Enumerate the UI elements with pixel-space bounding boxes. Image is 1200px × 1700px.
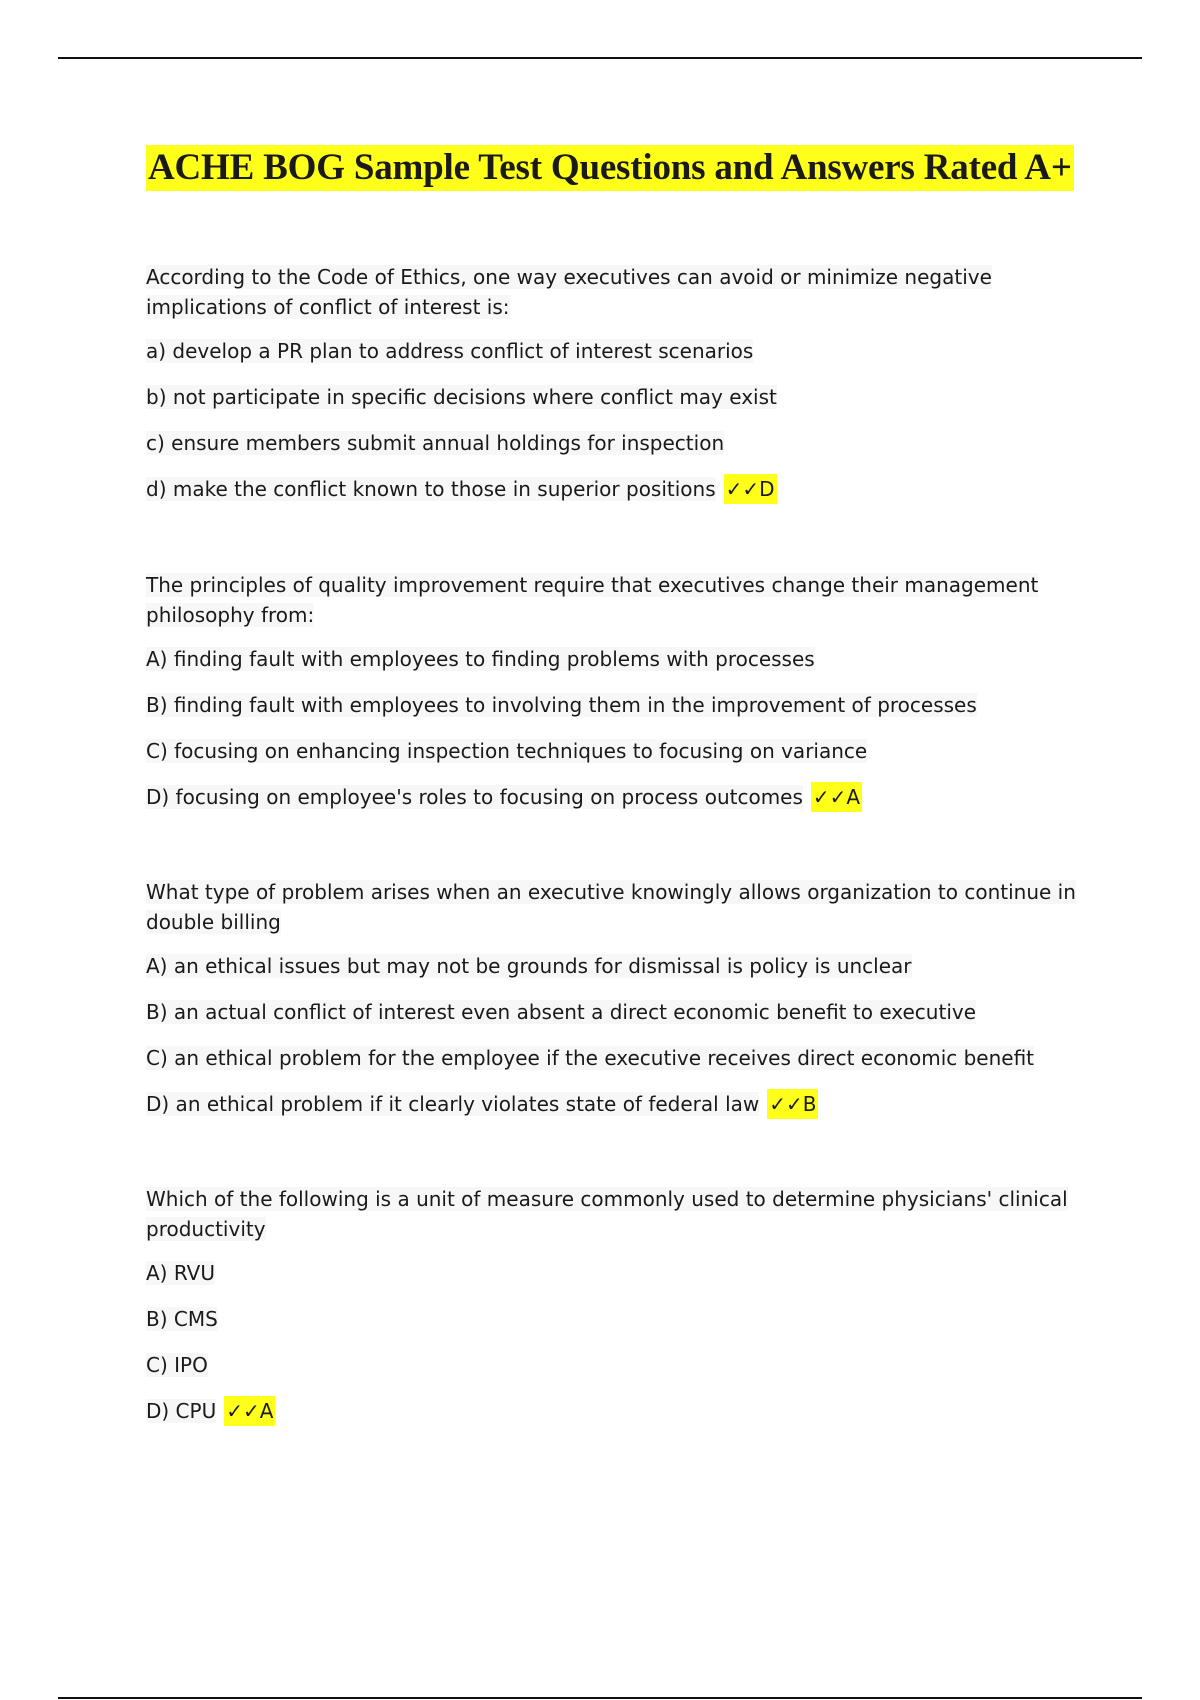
answer-option: A) an ethical issues but may not be grounds for dismissal is policy is unclear <box>146 954 912 978</box>
question-block <box>146 262 1096 520</box>
question-text: According to the Code of Ethics, one way executives can avoid or minimize negative implications of conflict of interest is: <box>146 265 992 319</box>
answer-marker: ✓✓A <box>811 782 862 812</box>
answer-option: D) an ethical problem if it clearly violates state of federal law ✓✓B <box>146 1089 1096 1119</box>
answer-option: d) make the conflict known to those in superior positions ✓✓D <box>146 474 1096 504</box>
answer-option: c) ensure members submit annual holdings for inspection <box>146 431 725 455</box>
answer-option: B) finding fault with employees to involving them in the improvement of processes <box>146 693 977 717</box>
answer-option: b) not participate in specific decisions where conflict may exist <box>146 385 777 409</box>
question-text: Which of the following is a unit of measure commonly used to determine physicians' clinical productivity <box>146 1187 1068 1241</box>
answer-option: C) focusing on enhancing inspection techniques to focusing on variance <box>146 739 868 763</box>
answer-option: C) IPO <box>146 1353 208 1377</box>
answer-option: D) CPU ✓✓A <box>146 1396 1096 1426</box>
question-text: What type of problem arises when an executive knowingly allows organization to continue in double billing <box>146 880 1076 934</box>
answer-marker: ✓✓A <box>224 1396 275 1426</box>
answer-option: A) RVU <box>146 1261 215 1285</box>
question-block <box>146 877 1096 1135</box>
answer-option: a) develop a PR plan to address conflict of interest scenarios <box>146 339 754 363</box>
document-title: ACHE BOG Sample Test Questions and Answers Rated A+ <box>146 145 1074 191</box>
bottom-rule <box>58 1697 1142 1699</box>
answer-option: B) CMS <box>146 1307 218 1331</box>
answer-option: B) an actual conflict of interest even absent a direct economic benefit to executive <box>146 1000 977 1024</box>
answer-option: C) an ethical problem for the employee if the executive receives direct economic benefit <box>146 1046 1035 1070</box>
question-block <box>146 1184 1096 1442</box>
answer-option: A) finding fault with employees to finding problems with processes <box>146 647 815 671</box>
answer-marker: ✓✓B <box>767 1089 818 1119</box>
answer-marker: ✓✓D <box>724 474 777 504</box>
question-block <box>146 570 1096 828</box>
question-text: The principles of quality improvement require that executives change their management philosophy from: <box>146 573 1039 627</box>
top-rule <box>58 57 1142 59</box>
answer-option: D) focusing on employee's roles to focusing on process outcomes ✓✓A <box>146 782 1096 812</box>
